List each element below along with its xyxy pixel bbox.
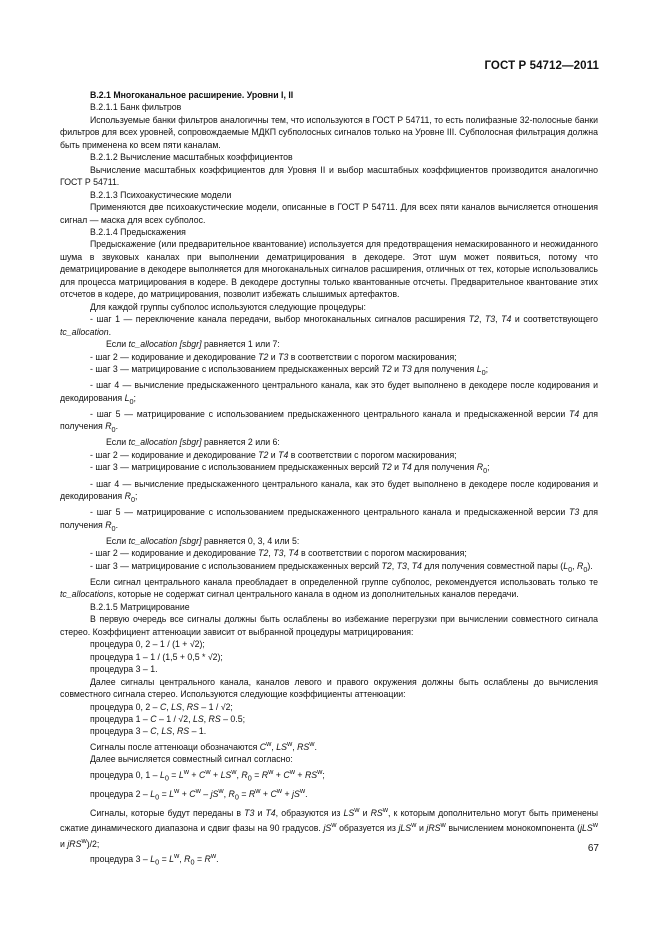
paragraph: Применяются две психоакустические модели, описанные в ГОСТ Р 54711. Для всех пяти каналов вычисляется отношения сигнал — маска для всех субполос. [60, 202, 598, 225]
paragraph: Далее сигналы центрального канала, каналов левого и правого окружения должны быть ослаблены до вычисления совместного сигнала стерео. Используются следующие коэффициенты аттенюации: [60, 676, 598, 700]
formula-line: процедура 1 – 1 / (1,5 + 0,5 * √2); [90, 651, 223, 662]
paragraph: Сигналы после аттенюаци обозначаются $C^w$, $LS^w$, $RS^w$. [90, 738, 317, 752]
subsection-heading: B.2.1.4 Предыскажения [90, 226, 186, 237]
formula-line: процедура $2 - L_0 = L^w + C^w - jS^w$, $R_0 = R^w + C^w + jS^w$. [90, 785, 308, 802]
paragraph: Для каждой группы субполос используются следующие процедуры: [90, 301, 366, 312]
document-id: ГОСТ Р 54712—2011 [484, 60, 599, 72]
subsection-heading: B.2.1.2 Вычисление масштабных коэффициентов [90, 152, 293, 163]
list-item: - шаг 2 — кодирование и декодирование T2 и T4 в соответствии с порогом маскирования; [90, 449, 457, 460]
paragraph: В первую очередь все сигналы должны быть ослаблены во избежание перегрузки при вычислении совместного сигнала стерео. Коэффициент аттенюации зависит от выбранной процедуры матрицирования: [60, 614, 598, 637]
paragraph: Используемые банки фильтров аналогичны тем, что используются в ГОСТ Р 54711, то есть полифазные 32-полосные банки фильтров для всех уровней, сопровождаемые МДКП субполосных сигналов только на Уровне III. Субполосная фильтрация должна быть применена ко всем пяти каналам. [60, 114, 598, 150]
subsection-heading: B.2.1.3 Психоакустические модели [90, 189, 232, 200]
page-number: 67 [587, 843, 599, 854]
list-item: - шаг 4 — вычисление предыскаженного центрального канала, как это будет выполнено в декодере после кодирования и декодирования $R_0$; [60, 478, 598, 504]
subsection-heading: B.2.1.5 Матрицирование [90, 601, 190, 612]
formula-line: процедура 3 – C, LS, RS – 1. [90, 726, 207, 737]
list-item: - шаг 3 — матрицирование с использованием предыскаженных версий T2 и T4 для получения $R_0$; [90, 462, 490, 476]
document-body [60, 89, 598, 869]
formula-line: процедура 3 – 1. [90, 664, 158, 675]
paragraph: Если сигнал центрального канала преобладает в определенной группе субполос, рекомендуется использовать только те tc_allocations, которые не содержат сигнал центрального канала в одном из дополнительных каналов передачи. [60, 577, 598, 600]
condition-line: Если tc_allocation [sbgr] равняется 1 или 7: [106, 339, 280, 350]
list-item: - шаг 2 — кодирование и декодирование T2 и T3 в соответствии с порогом маскирования; [90, 351, 457, 362]
condition-line: Если tc_allocation [sbgr] равняется 0, 3, 4 или 5: [106, 535, 300, 546]
paragraph: Сигналы, которые будут переданы в T3 и T4, образуются из $LS^w$ и $RS^w$, к которым дополнительно могут быть применены сжатие динамического диапазона и сдвиг фазы на 90 градусов. $jS^w$ образуется из jLS$^w$ и jRS$^w$ вычислением монокомпонента (jLS$^w$ и jRS$^w$)/2; [60, 804, 599, 849]
condition-line: Если tc_allocation [sbgr] равняется 2 или 6: [106, 437, 280, 448]
list-item: - шаг 1 — переключение канала передачи, выбор многоканальных сигналов расширения T2, T3, T4 и соответствующего tc_allocation. [60, 314, 599, 337]
formula-line: процедура 0, $1 - L_0 = L^w + C^w + LS^w$, $R_0 = R^w + C^w + RS^w$; [90, 766, 325, 783]
list-item: - шаг 4 — вычисление предыскаженного центрального канала, как это будет выполнено в декодере после кодирования и декодирования $L_0$; [60, 380, 598, 406]
list-item: - шаг 2 — кодирование и декодирование T2, T3, T4 в соответствии с порогом маскирования; [90, 548, 467, 559]
section-heading: B.2.1 Многоканальное расширение. Уровни I, II [90, 90, 294, 100]
list-item: - шаг 3 — матрицирование с использованием предыскаженных версий T2, T3, T4 для получения совместной пары ($L_0$, $R_0$). [90, 560, 593, 574]
formula-line: процедура 0, 2 – C, LS, RS – 1 / √2; [90, 701, 233, 712]
paragraph: Далее вычисляется совместный сигнал согласно: [90, 754, 293, 765]
formula-line: процедура $3 - L_0 = L^w$, $R_0 = R^w$. [90, 851, 219, 867]
list-item: - шаг 3 — матрицирование с использованием предыскаженных версий T2 и T3 для получения $L_0$; [90, 363, 489, 377]
list-item: - шаг 5 — матрицирование с использованием предыскаженного центрального канала и предыскаженной версии T3 для получения $R_0$. [60, 507, 598, 533]
paragraph: Предыскажение (или предварительное квантование) используется для предотвращения немаскированного и неожиданного шума в звуковых каналах при выполнении дематрицирования в декодере. Этот шум может появиться, потому что дематрицирование в декодере выполняется для многоканальных сигналов расширения, отличных от тех, которые использовались для процесса матрицирования в кодере. В декодере доступны только квантованные отсчеты. Предварительное квантование этих отсчетов в кодере, до матрицирования, позволит избежать слышимых артефактов. [60, 239, 598, 300]
subsection-heading: B.2.1.1 Банк фильтров [90, 102, 182, 113]
formula-line: процедура 0, 2 – 1 / (1 + √2); [90, 639, 205, 650]
list-item: - шаг 5 — матрицирование с использованием предыскаженного центрального канала и предыскаженной версии T4 для получения $R_0$. [60, 408, 598, 435]
paragraph: Вычисление масштабных коэффициентов для Уровня II и выбор масштабных коэффициентов производится аналогично ГОСТ Р 54711. [60, 164, 598, 188]
formula-line: процедура 1 – C – 1 / √2, LS, RS – 0.5; [90, 714, 246, 724]
